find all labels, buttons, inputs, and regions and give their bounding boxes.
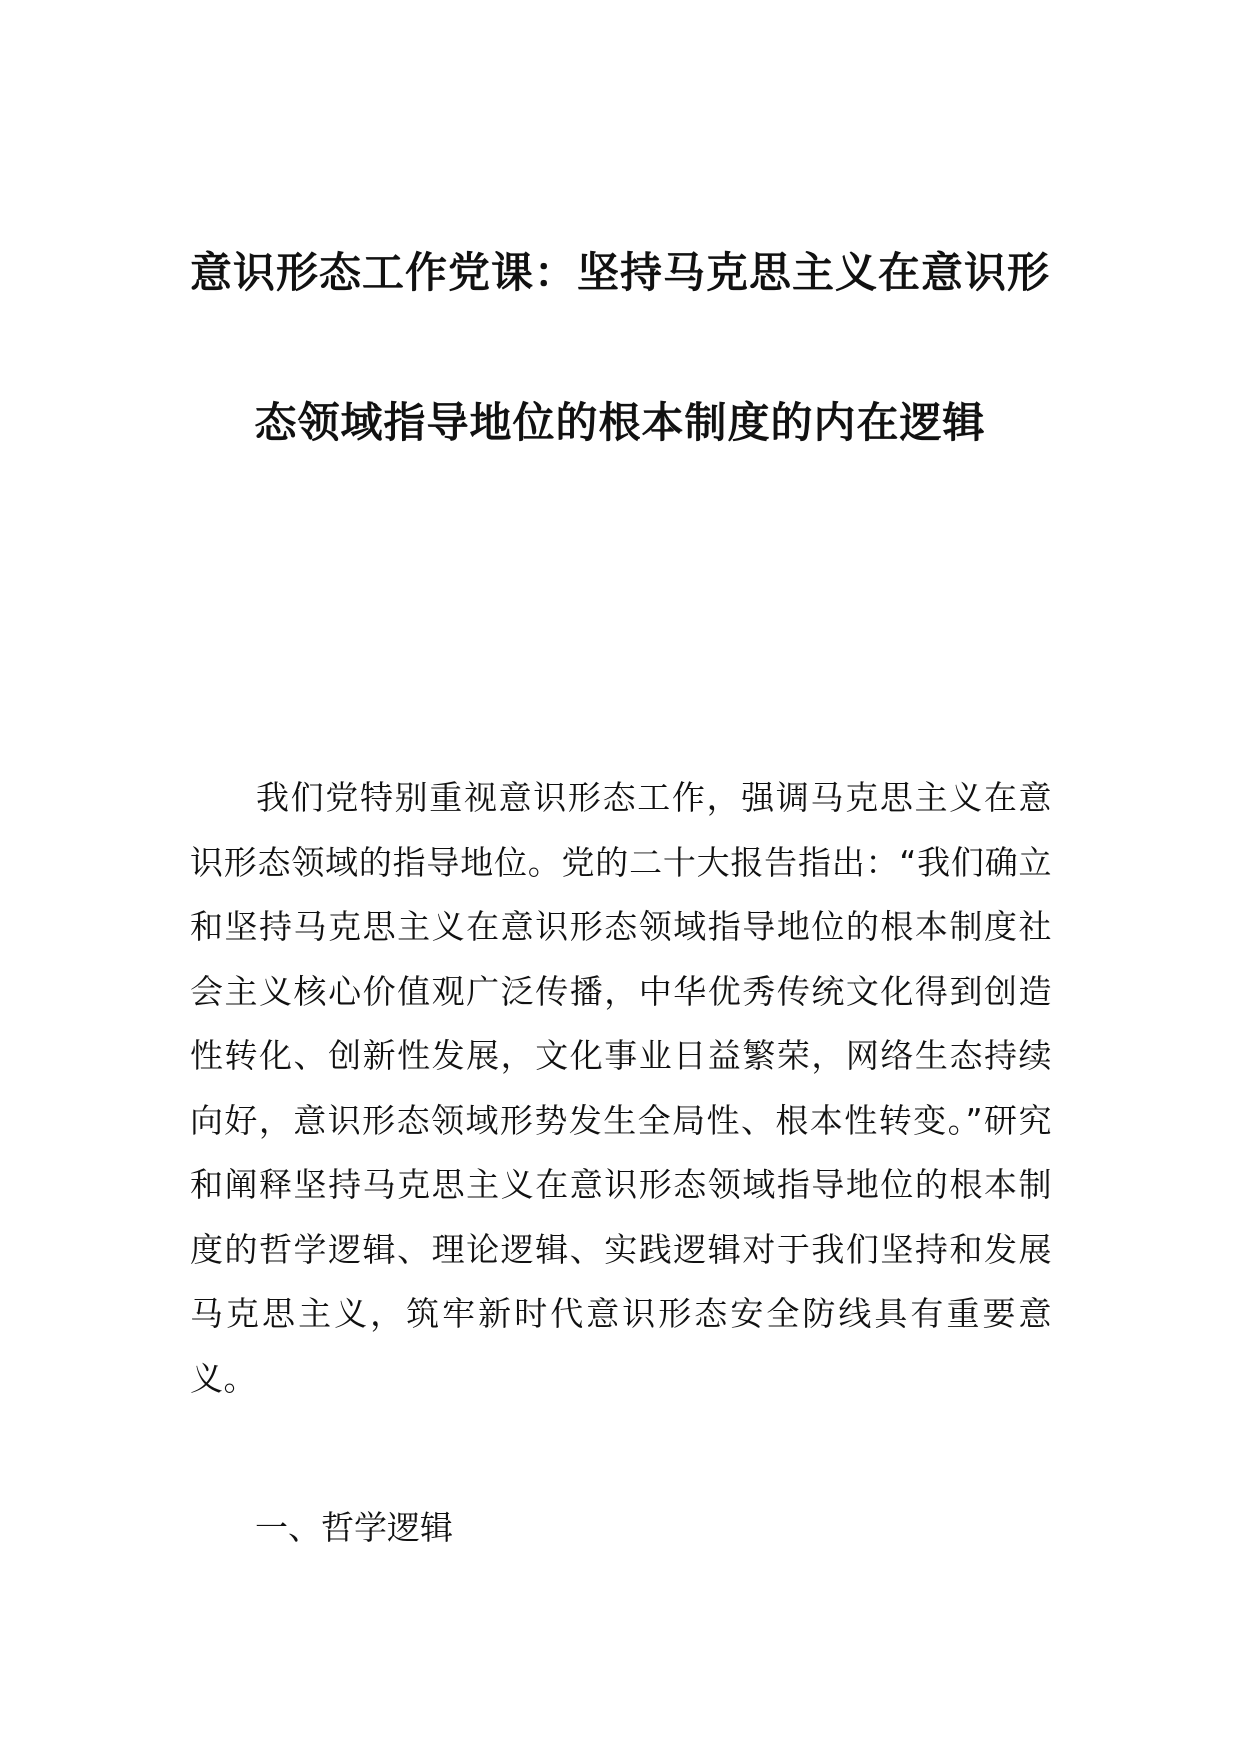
section-heading: 一、哲学逻辑 [255,1508,453,1547]
document-title: 意识形态工作党课：坚持马克思主义在意识形态领域指导地位的根本制度的内在逻辑 [190,248,1051,447]
intro-paragraph: 我们党特别重视意识形态工作，强调马克思主义在意识形态领域的指导地位。党的二十大报告指出：“我们确立和坚持马克思主义在意识形态领域指导地位的根本制度社会主义核心价值观广泛传播，中华优秀传统文化得到创造性转化、创新性发展，文化事业日益繁荣，网络生态持续向好，意识形态领域形势发生全局性、根本性转变。”研究和阐释坚持马克思主义在意识形态领域指导地位的根本制度的哲学逻辑、理论逻辑、实践逻辑对于我们坚持和发展马克思主义，筑牢新时代意识形态安全防线具有重要意义。 [190,778,1052,1398]
